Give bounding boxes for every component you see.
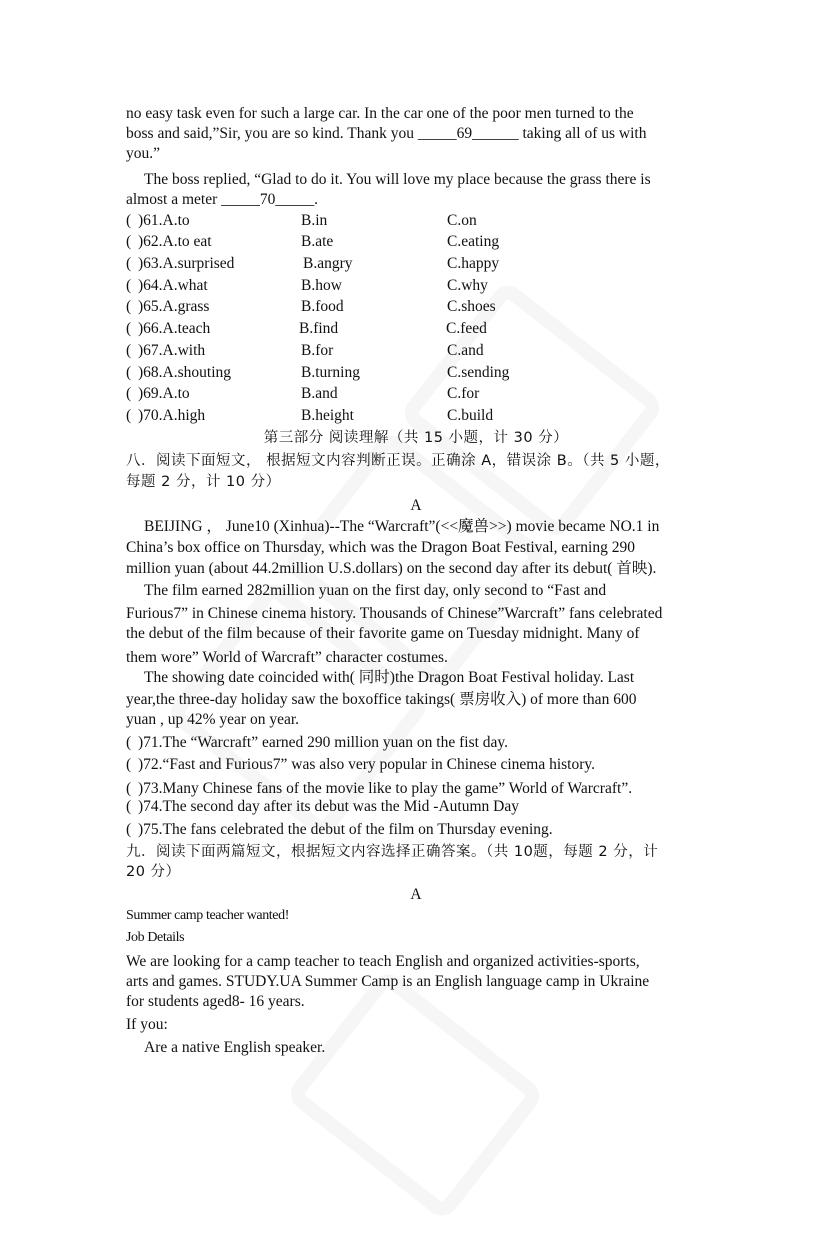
- ad-line: Are a native English speaker.: [144, 1039, 326, 1056]
- question-text: )74.The second day after its debut was the Mid -Autumn Day: [138, 798, 519, 815]
- option-a: )62.A.to eat: [138, 233, 212, 250]
- option-c: C.why: [447, 277, 488, 294]
- option-b: B.angry: [303, 255, 353, 272]
- answer-bracket[interactable]: (: [126, 780, 132, 797]
- option-c: C.for: [447, 385, 480, 402]
- option-a: )63.A.surprised: [138, 255, 235, 272]
- option-b: B.food: [301, 298, 344, 315]
- tf-question: [126, 755, 726, 775]
- answer-bracket[interactable]: (: [126, 734, 132, 751]
- cloze-line: almost a meter _____70_____.: [126, 191, 318, 208]
- option-a: )69.A.to: [138, 385, 190, 402]
- ad-line: for students aged8- 16 years.: [126, 993, 305, 1010]
- option-row: [126, 276, 726, 296]
- option-a: )65.A.grass: [138, 298, 210, 315]
- passage-line: the debut of the film because of their favorite game on Tuesday midnight. Many of: [126, 625, 640, 642]
- option-row: [126, 341, 726, 361]
- passage-line: them wore” World of Warcraft” character costumes.: [126, 649, 448, 666]
- answer-bracket[interactable]: (: [126, 385, 132, 402]
- answer-bracket[interactable]: (: [126, 320, 132, 337]
- option-row: [126, 211, 726, 231]
- option-a: )64.A.what: [138, 277, 208, 294]
- tf-question: [126, 797, 726, 817]
- passage-line: year,the three-day holiday saw the boxoffice takings( 票房收入) of more than 600: [126, 691, 637, 708]
- option-a: )61.A.to: [138, 212, 190, 229]
- answer-bracket[interactable]: (: [126, 756, 132, 773]
- cloze-line: you.”: [126, 145, 161, 162]
- option-b: B.for: [301, 342, 334, 359]
- option-b: B.find: [299, 320, 339, 337]
- option-c: C.on: [447, 212, 477, 229]
- answer-bracket[interactable]: (: [126, 364, 132, 381]
- option-c: C.happy: [447, 255, 500, 272]
- option-row: [126, 232, 726, 252]
- watermark-bottom: [272, 957, 558, 1233]
- option-c: C.shoes: [447, 298, 496, 315]
- cloze-line: The boss replied, “Glad to do it. You will love my place because the grass there is: [144, 171, 651, 188]
- option-b: B.ate: [301, 233, 334, 250]
- ad-subtitle: Job Details: [126, 930, 185, 945]
- passage-line: The showing date coincided with( 同时)the Dragon Boat Festival holiday. Last: [144, 669, 635, 686]
- answer-bracket[interactable]: (: [126, 212, 132, 229]
- answer-bracket[interactable]: (: [126, 298, 132, 315]
- answer-bracket[interactable]: (: [126, 821, 132, 838]
- passage-line: BEIJING ， June10 (Xinhua)--The “Warcraft”(<<魔兽>>) movie became NO.1 in: [144, 518, 660, 535]
- option-row: [126, 319, 726, 339]
- option-b: B.in: [301, 212, 328, 229]
- tf-question: [126, 733, 726, 753]
- question-text: )71.The “Warcraft” earned 290 million yuan on the fist day.: [138, 734, 509, 751]
- option-c: C.and: [447, 342, 484, 359]
- tf-question: [126, 779, 726, 799]
- ad-title: Summer camp teacher wanted!: [126, 908, 289, 923]
- passage-line: The film earned 282million yuan on the first day, only second to “Fast and: [144, 582, 607, 599]
- option-b: B.turning: [301, 364, 360, 381]
- section-instruction: 每题 2 分，计 10 分）: [126, 474, 281, 490]
- passage-line: Furious7” in Chinese cinema history. Thousands of Chinese”Warcraft” fans celebrated: [126, 605, 663, 622]
- question-text: )72.“Fast and Furious7” was also very popular in Chinese cinema history.: [138, 756, 596, 773]
- question-text: )73.Many Chinese fans of the movie like to play the game” World of Warcraft”.: [138, 780, 633, 797]
- passage-label: A: [410, 886, 422, 903]
- option-a: )70.A.high: [138, 407, 206, 424]
- option-a: )67.A.with: [138, 342, 206, 359]
- option-row: [126, 363, 726, 383]
- option-a: )66.A.teach: [138, 320, 211, 337]
- passage-line: yuan , up 42% year on year.: [126, 711, 300, 728]
- option-b: B.how: [301, 277, 342, 294]
- tf-question: [126, 820, 726, 840]
- option-c: C.feed: [446, 320, 487, 337]
- answer-bracket[interactable]: (: [126, 798, 132, 815]
- option-c: C.eating: [447, 233, 500, 250]
- passage-label: A: [410, 497, 422, 514]
- option-b: B.and: [301, 385, 338, 402]
- section-instruction: 九．阅读下面两篇短文，根据短文内容选择正确答案。（共 10题，每题 2 分，计: [126, 844, 659, 860]
- option-row: [126, 254, 726, 274]
- question-text: )75.The fans celebrated the debut of the film on Thursday evening.: [138, 821, 553, 838]
- answer-bracket[interactable]: (: [126, 277, 132, 294]
- section-instruction: 八．阅读下面短文， 根据短文内容判断正误。正确涂 A，错误涂 B。（共 5 小题，: [126, 453, 670, 469]
- answer-bracket[interactable]: (: [126, 407, 132, 424]
- ad-line: arts and games. STUDY.UA Summer Camp is an English language camp in Ukraine: [126, 973, 650, 990]
- ad-line: We are looking for a camp teacher to teach English and organized activities-sports,: [126, 953, 640, 970]
- passage-line: China’s box office on Thursday, which was the Dragon Boat Festival, earning 290: [126, 539, 635, 556]
- cloze-line: no easy task even for such a large car. In the car one of the poor men turned to the: [126, 105, 634, 122]
- option-c: C.build: [447, 407, 494, 424]
- option-row: [126, 406, 726, 426]
- option-a: )68.A.shouting: [138, 364, 231, 381]
- passage-line: million yuan (about 44.2million U.S.dollars) on the second day after its debut( 首映).: [126, 560, 657, 577]
- option-c: C.sending: [447, 364, 510, 381]
- answer-bracket[interactable]: (: [126, 342, 132, 359]
- cloze-line: boss and said,”Sir, you are so kind. Thank you _____69______ taking all of us with: [126, 125, 647, 142]
- answer-bracket[interactable]: (: [126, 233, 132, 250]
- option-row: [126, 384, 726, 404]
- section-instruction: 20 分）: [126, 864, 181, 880]
- part-heading: 第三部分 阅读理解（共 15 小题，计 30 分）: [263, 430, 569, 446]
- ad-line: If you:: [126, 1016, 168, 1033]
- answer-bracket[interactable]: (: [126, 255, 132, 272]
- option-row: [126, 297, 726, 317]
- option-b: B.height: [301, 407, 354, 424]
